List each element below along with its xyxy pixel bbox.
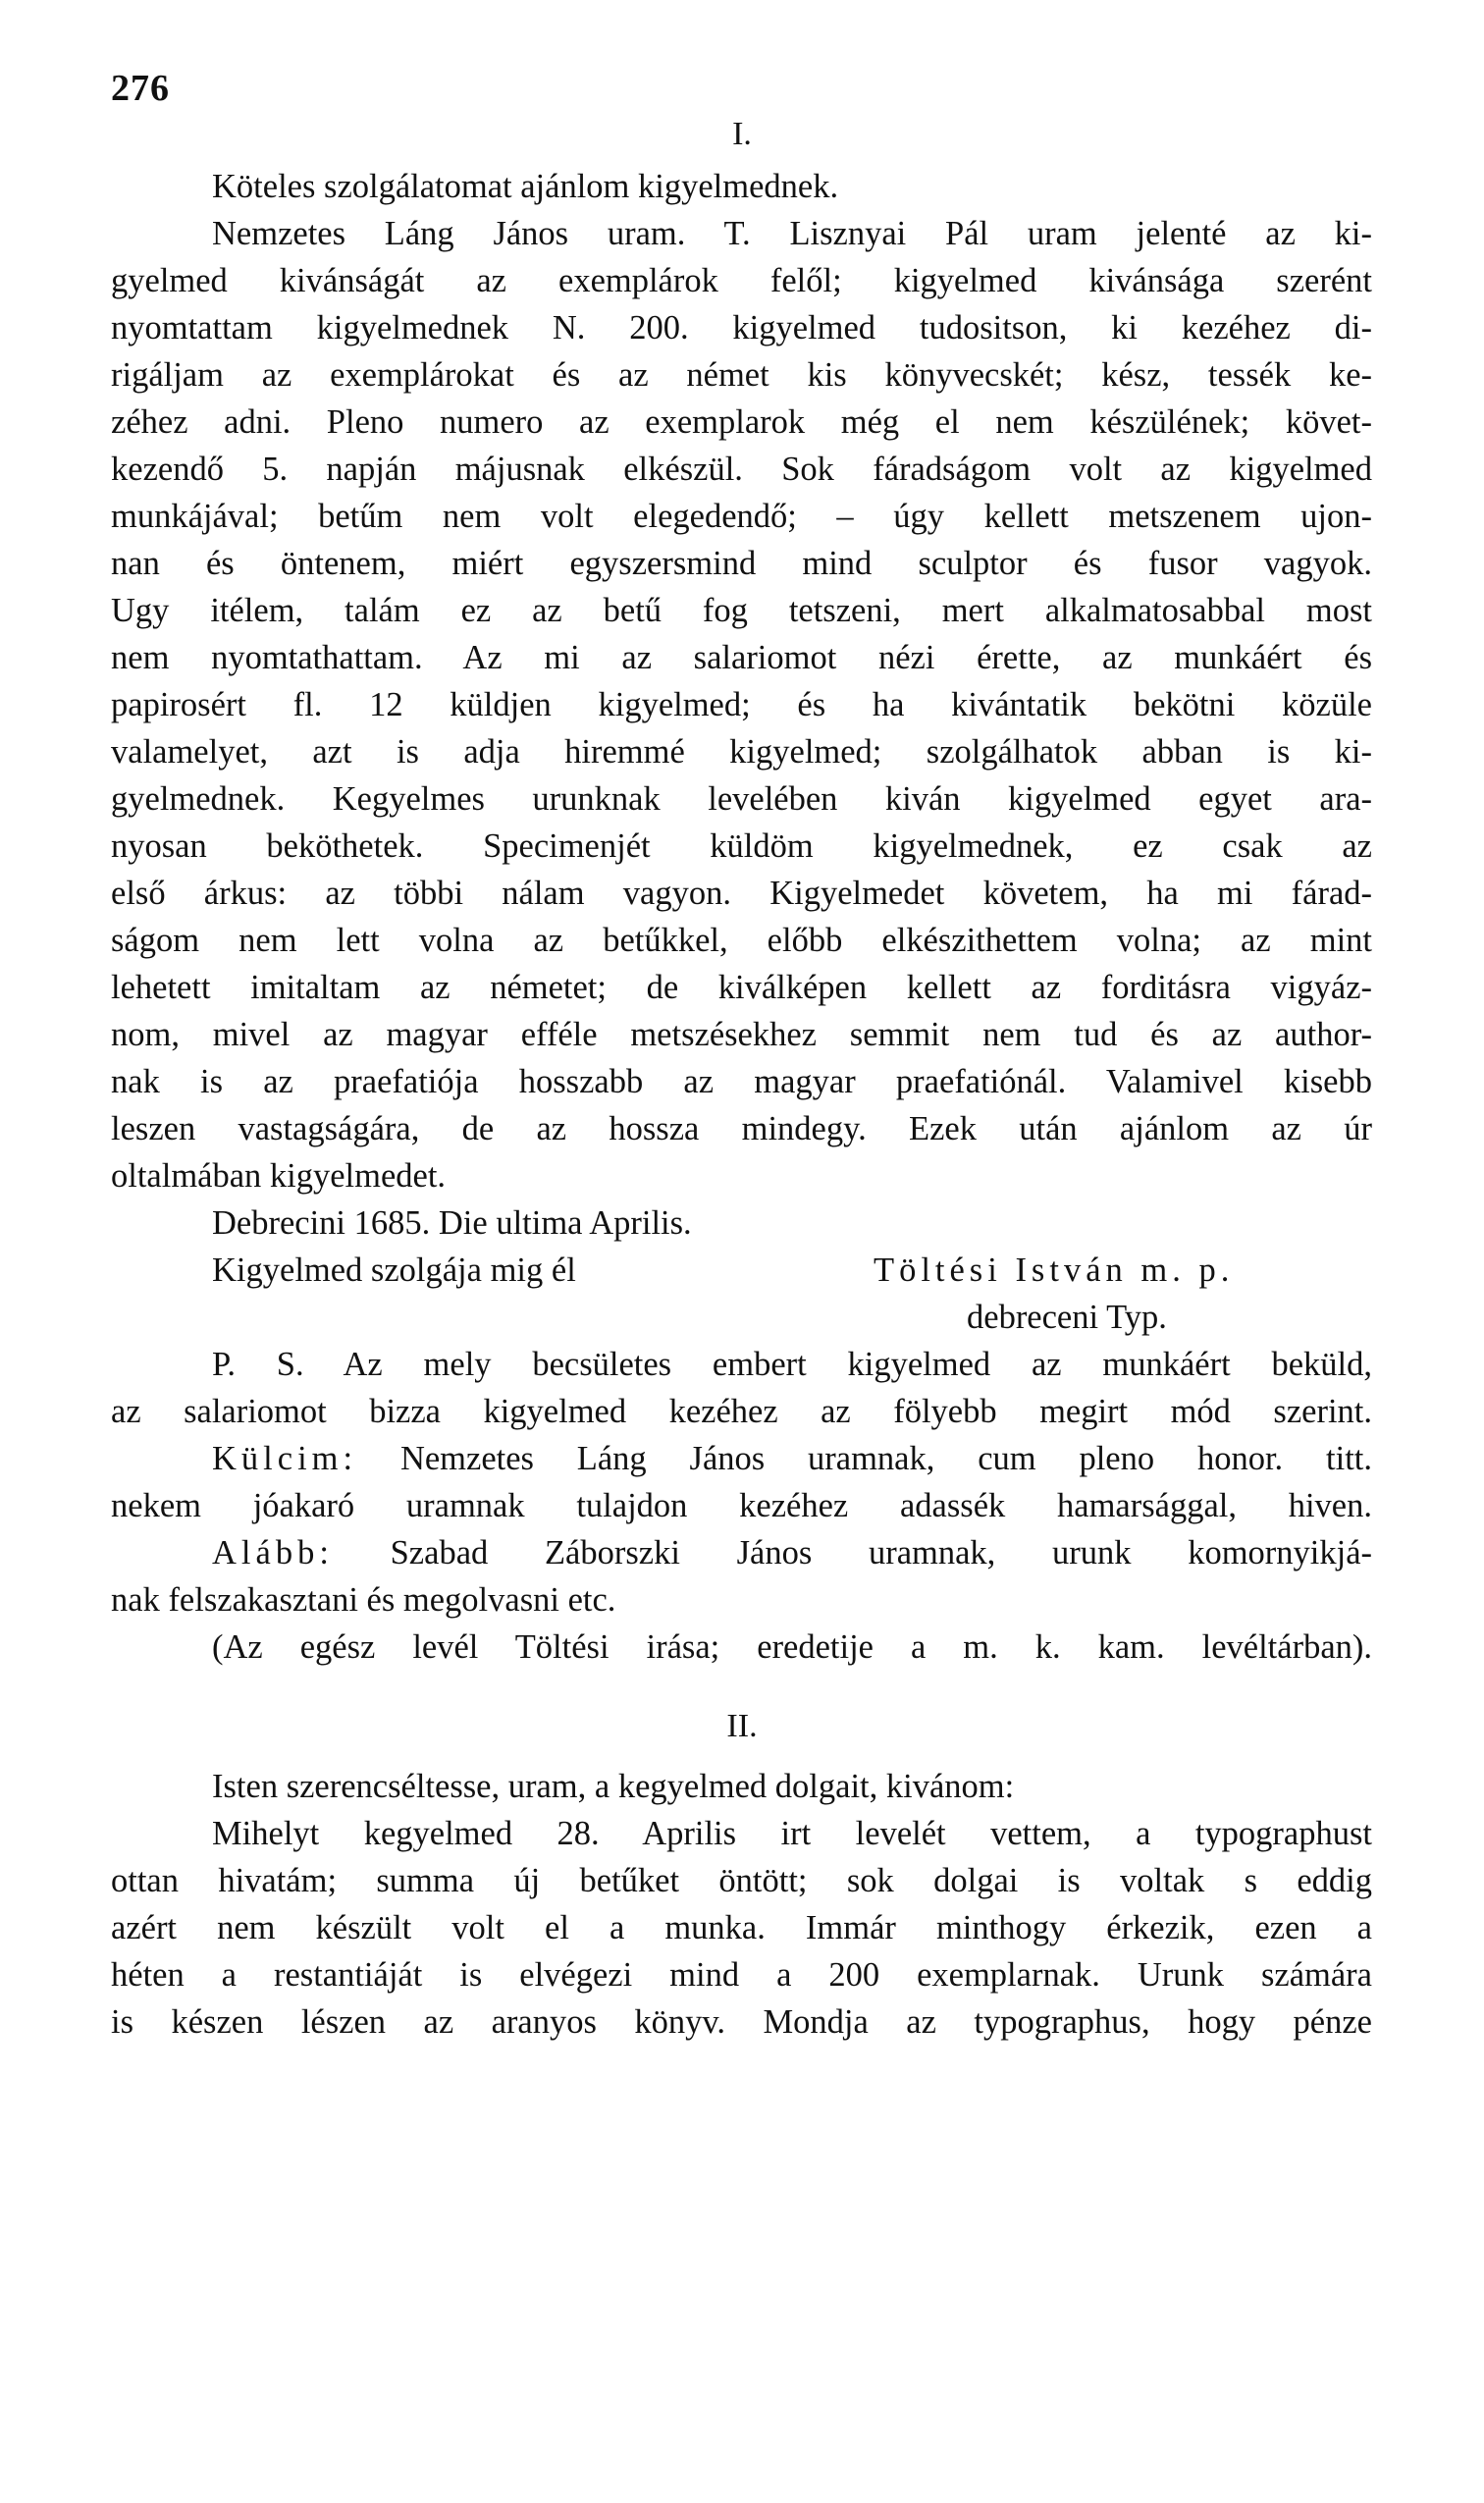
text-line: kezendő 5. napján májusnak elkészül. Sok fáradságom volt az kigyelmed	[111, 451, 1372, 488]
text-line: rigáljam az exemplárokat és az német kis könyvecskét; kész, tessék ke-	[111, 356, 1372, 394]
text-line: valamelyet, azt is adja hiremmé kigyelmed; szolgálhatok abban is ki-	[111, 733, 1372, 771]
text-line: nom, mivel az magyar efféle metszésekhez semmit nem tud és az author-	[111, 1016, 1372, 1053]
text-line: Ugy itélem, talám ez az betű fog tetszeni, mert alkalmatosabbal most	[111, 592, 1372, 629]
text-line: azért nem készült volt el a munka. Immár minthogy érkezik, ezen a	[111, 1909, 1372, 1946]
text-line: Isten szerencséltesse, uram, a kegyelmed dolgait, kivánom:	[212, 1768, 1015, 1805]
alabb-label: Alább:	[212, 1534, 334, 1571]
postscript-line: P. S. Az mely becsületes embert kigyelmed az munkáért beküld,	[212, 1346, 1372, 1383]
text-line: gyelmednek. Kegyelmes urunknak levelében kiván kigyelmed egyet ara-	[111, 780, 1372, 818]
text-line: leszen vastagságára, de az hossza mindegy. Ezek után ajánlom az úr	[111, 1110, 1372, 1147]
kulcim-text: Nemzetes Láng János uramnak, cum pleno honor. titt.	[399, 1440, 1372, 1477]
text-line: nyosan beköthetek. Specimenjét küldöm kigyelmednek, ez csak az	[111, 827, 1372, 865]
text-line: Nemzetes Láng János uram. T. Lisznyai Pál uram jelenté az ki-	[212, 215, 1372, 252]
section-heading-1: I.	[732, 116, 752, 152]
text-line: gyelmed kivánságát az exemplárok felől; kigyelmed kivánsága szerént	[111, 262, 1372, 299]
kulcim-label: Külcim:	[212, 1440, 358, 1477]
closing-line: Kigyelmed szolgája mig él	[212, 1252, 576, 1289]
text-line: ságom nem lett volna az betűkkel, előbb elkészithettem volna; az mint	[111, 922, 1372, 959]
postscript-line: az salariomot bizza kigyelmed kezéhez az fölyebb megirt mód szerint.	[111, 1393, 1372, 1430]
kulcim-line	[212, 1435, 1372, 1482]
kulcim-line: nekem jóakaró uramnak tulajdon kezéhez adassék hamarsággal, hiven.	[111, 1487, 1372, 1524]
alabb-text: Szabad Záborszki János uramnak, urunk komornyikjá-	[390, 1534, 1373, 1571]
text-line: nem nyomtathattam. Az mi az salariomot nézi érette, az munkáért és	[111, 639, 1372, 676]
signature-title: debreceni Typ.	[967, 1299, 1167, 1336]
section-heading-2: II.	[726, 1708, 758, 1744]
text-line: is készen lészen az aranyos könyv. Mondja az typographus, hogy pénze	[111, 2003, 1372, 2041]
text-line: nan és öntenem, miért egyszersmind mind sculptor és fusor vagyok.	[111, 545, 1372, 582]
text-line: nyomtattam kigyelmednek N. 200. kigyelmed tudositson, ki kezéhez di-	[111, 309, 1372, 346]
text-line: papirosért fl. 12 küldjen kigyelmed; és ha kivántatik bekötni közüle	[111, 686, 1372, 723]
text-line: első árkus: az többi nálam vagyon. Kigyelmedet követem, ha mi fárad-	[111, 875, 1372, 912]
text-line: Köteles szolgálatomat ajánlom kigyelmednek.	[212, 168, 839, 205]
text-line: munkájával; betűm nem volt elegedendő; – úgy kellett metszenem ujon-	[111, 498, 1372, 535]
text-line: oltalmában kigyelmedet.	[111, 1157, 447, 1195]
text-line: zéhez adni. Pleno numero az exemplarok még el nem készülének; követ-	[111, 403, 1372, 441]
text-line: lehetett imitaltam az németet; de kiválképen kellett az forditásra vigyáz-	[111, 969, 1372, 1006]
signature-name: Töltési István m. p.	[874, 1252, 1235, 1289]
alabb-line	[212, 1529, 1372, 1576]
alabb-line: nak felszakasztani és megolvasni etc.	[111, 1581, 616, 1619]
text-line: nak is az praefatiója hosszabb az magyar praefatiónál. Valamivel kisebb	[111, 1063, 1372, 1100]
date-line: Debrecini 1685. Die ultima Aprilis.	[212, 1204, 692, 1242]
text-line: ottan hivatám; summa új betűket öntött; sok dolgai is voltak s eddig	[111, 1862, 1372, 1899]
page-number: 276	[111, 68, 170, 109]
text-line: héten a restantiáját is elvégezi mind a 200 exemplarnak. Urunk számára	[111, 1956, 1372, 1994]
archive-note: (Az egész levél Töltési irása; eredetije a m. k. kam. levéltárban).	[212, 1628, 1372, 1666]
text-line: Mihelyt kegyelmed 28. Aprilis irt levelét vettem, a typographust	[212, 1815, 1372, 1852]
